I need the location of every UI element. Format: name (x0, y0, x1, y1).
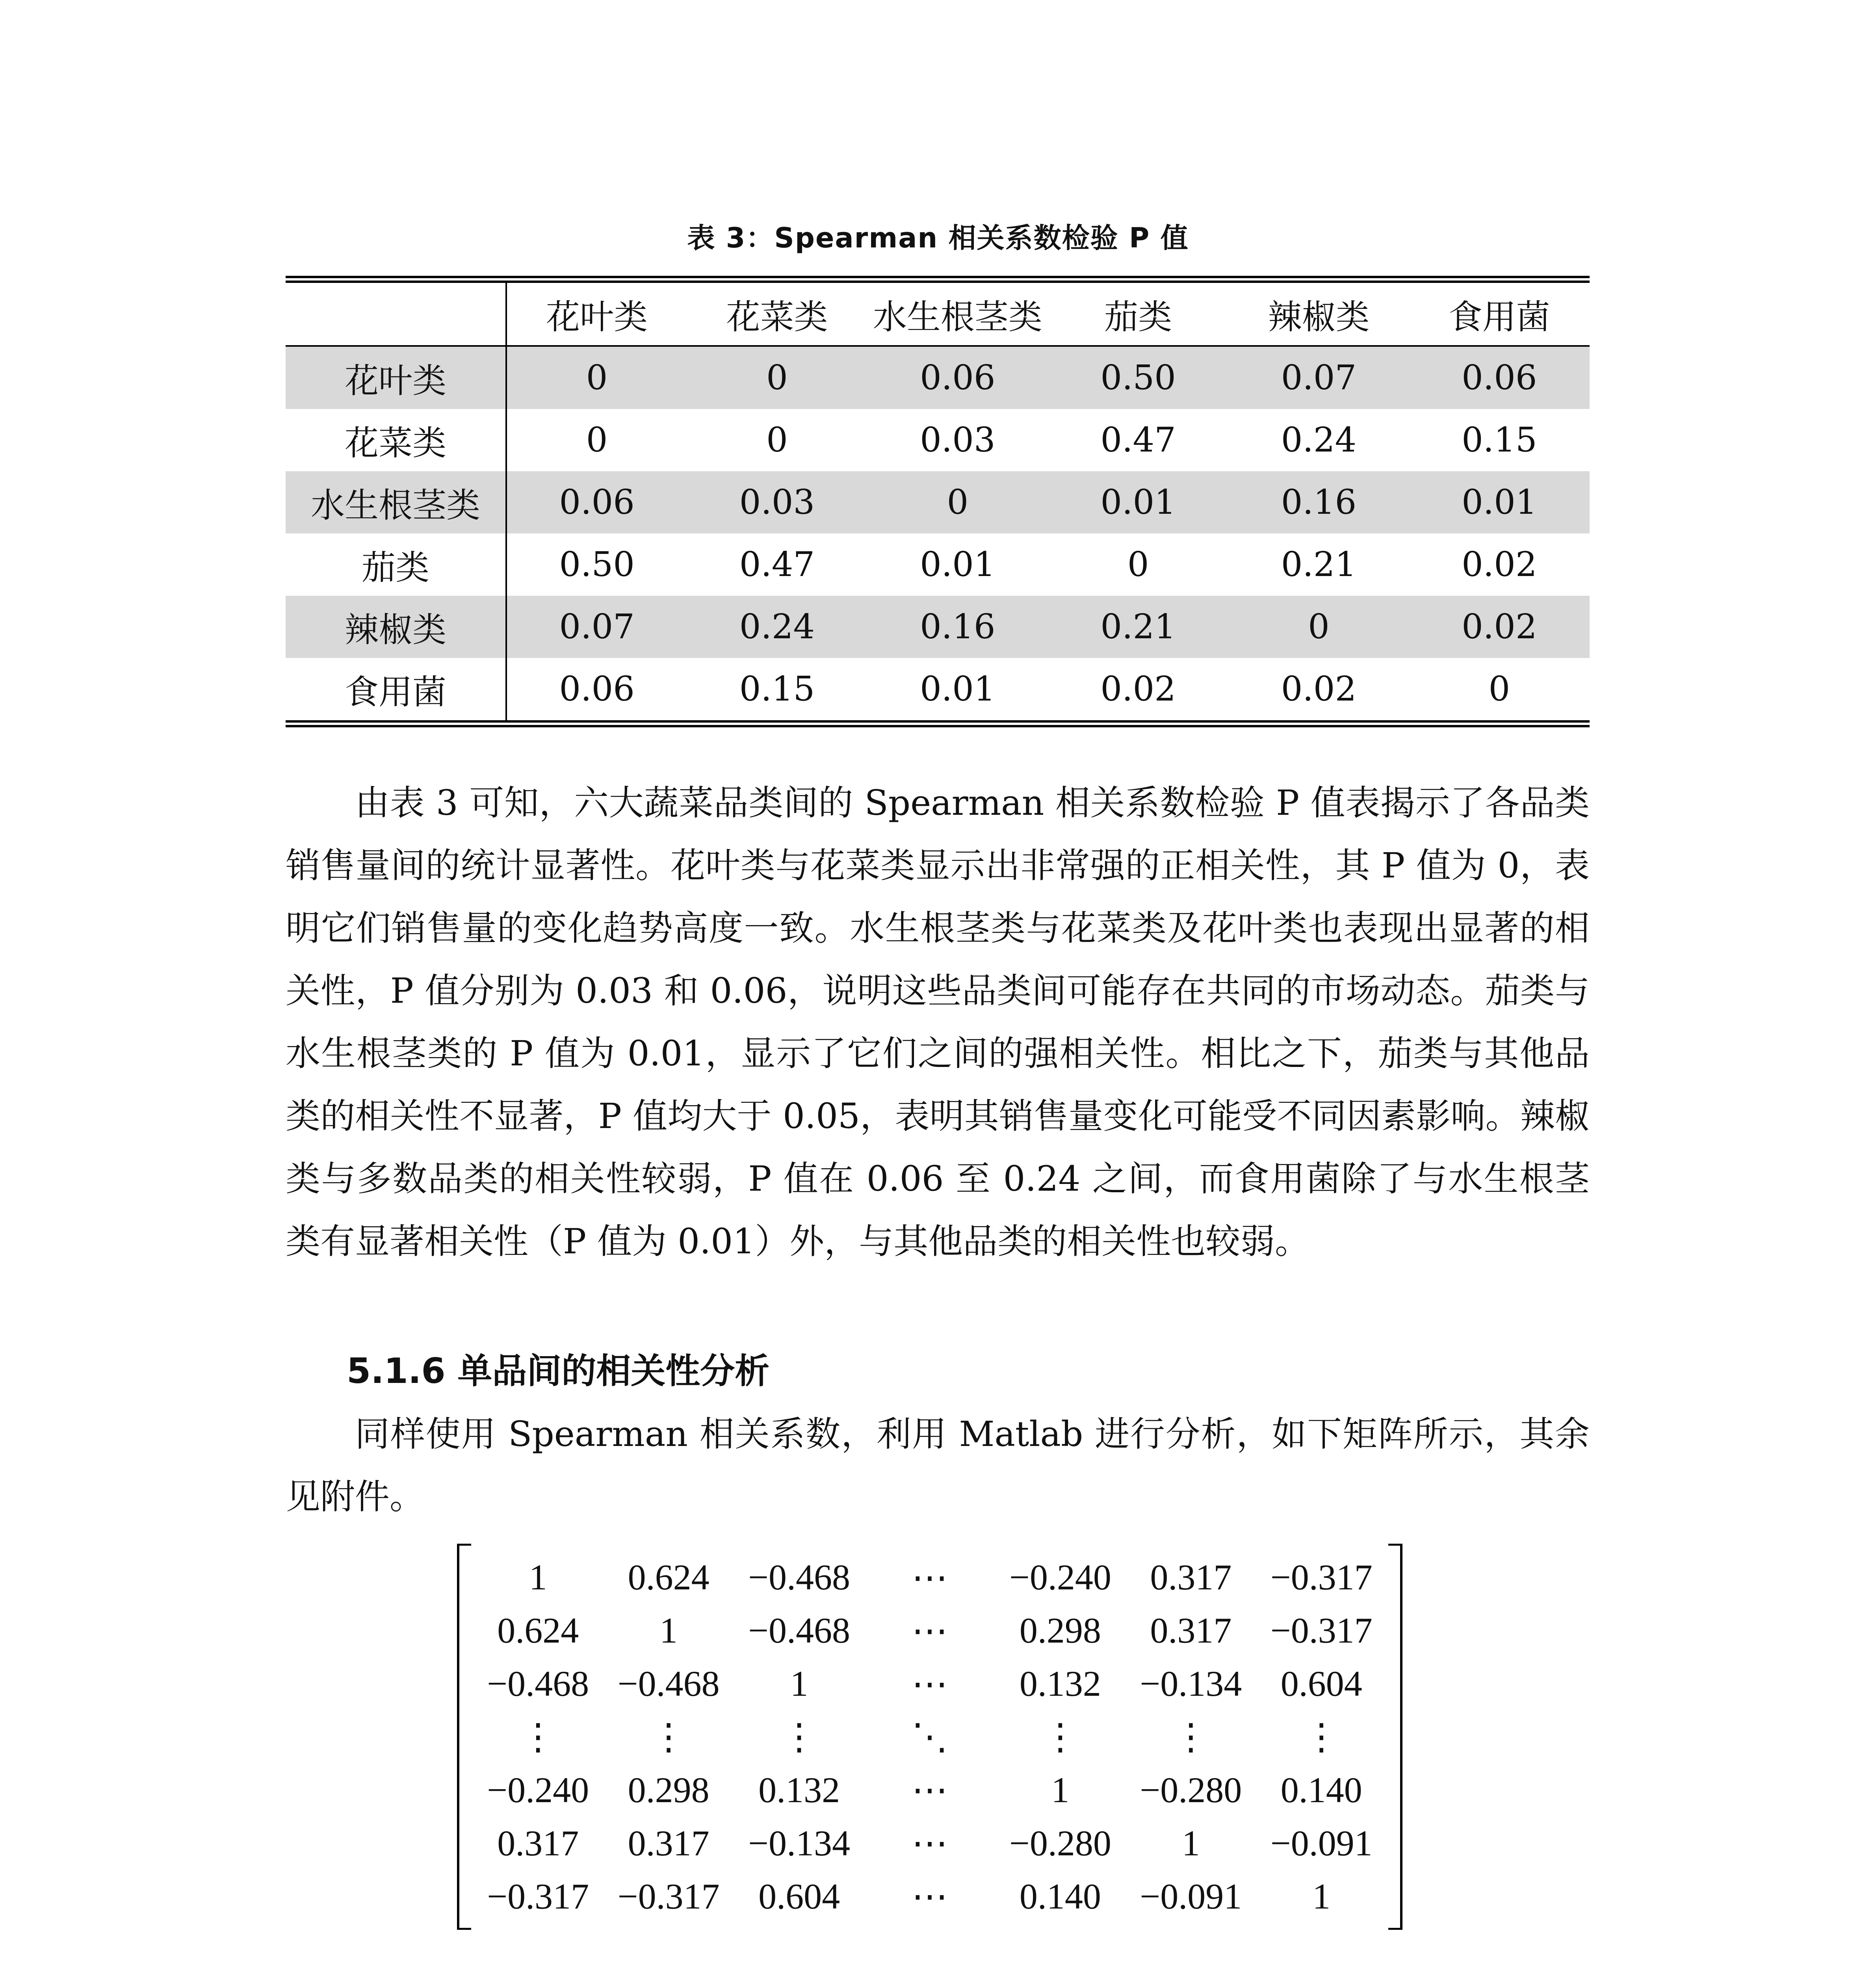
matrix-cell: −0.468 (617, 1663, 720, 1704)
matrix-cell: 0.298 (628, 1769, 710, 1810)
matrix-cell: −0.240 (1009, 1557, 1111, 1598)
table-cell: 0.47 (739, 545, 815, 584)
matrix-grid (473, 1551, 1387, 1923)
row-header: 水生根茎类 (286, 471, 506, 533)
table-cell: 0.01 (1409, 471, 1590, 533)
matrix-cell: 0.317 (497, 1823, 579, 1863)
matrix-cell: 0.317 (1150, 1557, 1232, 1598)
table-cell: 0 (687, 346, 867, 409)
matrix-cell: −0.468 (748, 1557, 850, 1598)
matrix-cell: ⋮ (520, 1717, 556, 1757)
matrix-cell: 1 (1051, 1769, 1070, 1810)
table-cell: 0 (1228, 596, 1409, 658)
matrix-cell: ⋯ (911, 1557, 948, 1598)
row-header: 花菜类 (286, 409, 506, 471)
matrix-cell: 1 (529, 1557, 547, 1598)
table-cell: 0 (586, 420, 608, 460)
matrix-cell: ⋮ (1303, 1717, 1340, 1757)
matrix-cell: ⋯ (911, 1876, 948, 1917)
table-caption: 表 3：Spearman 相关系数检验 P 值 (687, 222, 1189, 254)
table-cell: 0.21 (1281, 545, 1357, 584)
matrix-cell: −0.317 (1270, 1557, 1373, 1598)
matrix-cell: 0.604 (1280, 1663, 1362, 1704)
matrix-cell: ⋯ (911, 1823, 948, 1864)
table-cell: 0.02 (1462, 545, 1537, 584)
matrix-cell: 0.298 (1019, 1610, 1101, 1651)
column-header: 花叶类 (506, 279, 687, 346)
table-cell: 0.16 (867, 596, 1048, 658)
table-cell: 0.07 (1228, 346, 1409, 409)
matrix-cell: 1 (659, 1610, 678, 1651)
matrix-cell: 0.140 (1280, 1769, 1362, 1810)
p-value-table (286, 276, 1590, 727)
matrix-cell: 1 (1181, 1823, 1200, 1863)
table-cell: 0 (1488, 669, 1510, 709)
matrix-cell: −0.317 (487, 1876, 589, 1916)
section-heading: 5.1.6 单品间的相关性分析 (347, 1351, 770, 1391)
column-header: 食用菌 (1409, 279, 1590, 346)
row-header: 花叶类 (286, 346, 506, 409)
matrix-cell: ⋯ (911, 1663, 948, 1704)
table-cell: 0.24 (687, 596, 867, 658)
matrix-cell: −0.134 (1140, 1663, 1242, 1704)
table-cell: 0 (766, 420, 788, 460)
table-corner-cell (286, 279, 506, 346)
matrix-cell: 0.132 (1019, 1663, 1101, 1704)
table-cell: 0.06 (506, 471, 687, 533)
table-cell: 0.06 (867, 346, 1048, 409)
column-header: 辣椒类 (1228, 279, 1409, 346)
matrix-cell: ⋮ (650, 1717, 687, 1757)
table-cell: 0.24 (1281, 420, 1357, 460)
table-row (286, 346, 1590, 409)
matrix-cell: ⋯ (911, 1770, 948, 1810)
table-cell: 0.16 (1228, 471, 1409, 533)
left-bracket (457, 1544, 471, 1930)
table-cell: 0.01 (1048, 471, 1228, 533)
row-header: 辣椒类 (286, 596, 506, 658)
table-cell: 0.01 (920, 669, 996, 709)
table-cell: 0.21 (1048, 596, 1228, 658)
row-header: 食用菌 (286, 658, 506, 724)
table-row (286, 533, 1590, 596)
table-cell: 0.02 (1100, 669, 1176, 709)
matrix-cell: ⋮ (1172, 1717, 1209, 1757)
matrix-cell: −0.091 (1140, 1876, 1242, 1916)
table-row (286, 658, 1590, 724)
matrix-cell: −0.317 (617, 1876, 720, 1916)
column-header: 水生根茎类 (867, 279, 1048, 346)
matrix-cell: −0.280 (1009, 1823, 1111, 1863)
table-cell: 0.01 (920, 545, 996, 584)
matrix-cell: −0.468 (487, 1663, 589, 1704)
matrix-cell: 0.317 (1150, 1610, 1232, 1651)
table-cell: 0.02 (1281, 669, 1357, 709)
matrix-cell: −0.091 (1270, 1823, 1373, 1863)
table-cell: 0 (1127, 545, 1149, 584)
table-cell: 0.07 (506, 596, 687, 658)
column-header: 茄类 (1048, 279, 1228, 346)
matrix-cell: −0.280 (1140, 1769, 1242, 1810)
matrix-cell: 1 (790, 1663, 808, 1704)
table-cell: 0.15 (1462, 420, 1537, 460)
paragraph-method: 同样使用 Spearman 相关系数，利用 Matlab 进行分析，如下矩阵所示，其余见附件。 (286, 1414, 1590, 1517)
matrix-cell: −0.240 (487, 1769, 589, 1810)
matrix-cell: ⋮ (1042, 1717, 1079, 1757)
table-header-row (286, 279, 1590, 346)
matrix-cell: ⋯ (911, 1610, 948, 1651)
table-cell: 0.03 (920, 420, 996, 460)
table-cell: 0.15 (739, 669, 815, 709)
table-cell: 0.02 (1409, 596, 1590, 658)
row-header: 茄类 (286, 533, 506, 596)
matrix-cell: 0.604 (758, 1876, 840, 1916)
matrix-cell: 0.140 (1019, 1876, 1101, 1916)
matrix-cell: 0.624 (497, 1610, 579, 1651)
matrix-cell: 0.624 (628, 1557, 710, 1598)
table-row (286, 596, 1590, 658)
table-row (286, 409, 1590, 471)
matrix-cell: −0.317 (1270, 1610, 1373, 1651)
table-cell: 0 (867, 471, 1048, 533)
table-cell: 0.50 (1048, 346, 1228, 409)
table-row (286, 471, 1590, 533)
table-cell: 0 (506, 346, 687, 409)
table-cell: 0.06 (559, 669, 635, 709)
matrix-cell: ⋮ (781, 1717, 817, 1757)
right-bracket (1388, 1544, 1402, 1930)
table-cell: 0.50 (559, 545, 635, 584)
table-cell: 0.47 (1100, 420, 1176, 460)
matrix-cell: −0.468 (748, 1610, 850, 1651)
correlation-matrix (457, 1544, 1402, 1930)
matrix-cell: 1 (1312, 1876, 1331, 1916)
matrix-cell: 0.132 (758, 1769, 840, 1810)
table-cell: 0.06 (1409, 346, 1590, 409)
table-cell: 0.03 (687, 471, 867, 533)
column-header: 花菜类 (687, 279, 867, 346)
matrix-cell: −0.134 (748, 1823, 850, 1863)
matrix-cell: 0.317 (628, 1823, 710, 1863)
paragraph-table-analysis: 由表 3 可知，六大蔬菜品类间的 Spearman 相关系数检验 P 值表揭示了各品类销售量间的统计显著性。花叶类与花菜类显示出非常强的正相关性，其 P 值为 0，表明它们销售量的变化趋势高度一致。水生根茎类与花菜类及花叶类也表现出显著的相关性，P 值分别为 0.03 和 0.06，说明这些品类间可能存在共同的市场动态。茄类与水生根茎类的 P 值为 0.01，显示了它们之间的强相关性。相比之下，茄类与其他品类的相关性不显著，P 值均大于 0.05，表明其销售量变化可能受不同因素影响。辣椒类与多数品类的相关性较弱，P 值在 0.06 至 0.24 之间，而食用菌除了与水生根茎类有显著相关性（P 值为 0.01）外，与其他品类的相关性也较弱。 (286, 782, 1590, 1262)
matrix-cell: ⋱ (911, 1717, 948, 1757)
